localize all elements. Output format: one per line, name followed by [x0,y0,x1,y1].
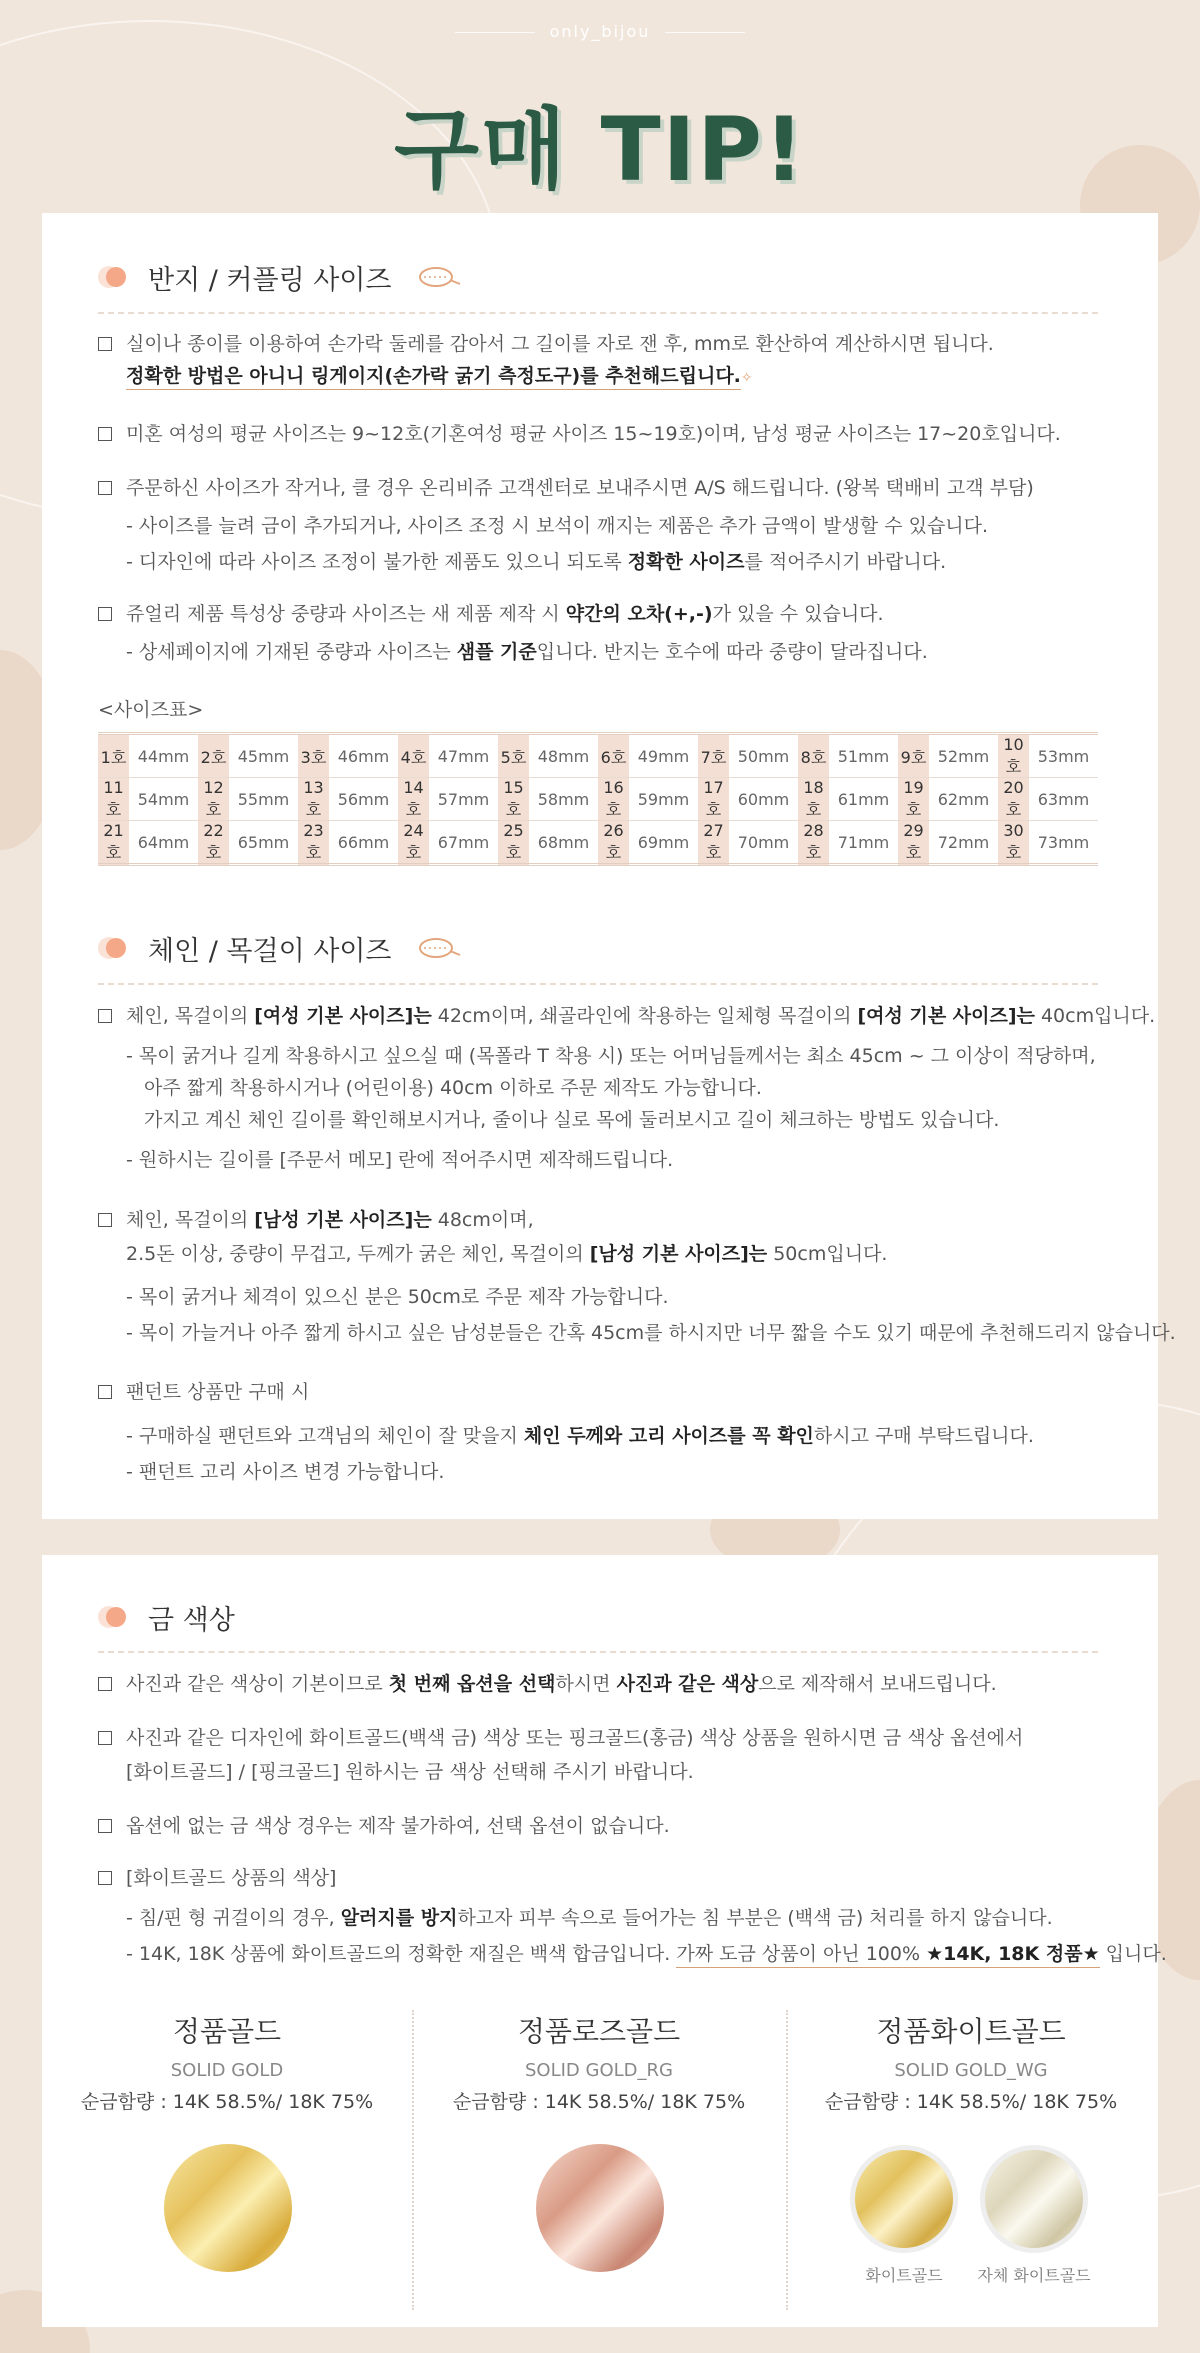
column-divider [786,2010,788,2310]
chain-tip-2-a: 체인, 목걸이의 [126,1209,255,1231]
gold-tip-3 [98,1813,670,1839]
measuring-tape-icon [416,266,462,288]
gold-purity: 순금함량 : 14K 58.5%/ 18K 75% [452,2091,746,2113]
chain-tip-1-bold-1: [여성 기본 사이즈]는 [254,1005,432,1027]
size-number: 15호 [498,778,529,821]
size-number: 8호 [798,734,829,778]
chain-tip-1-sub-3: 가지고 계신 체인 길이를 확인해보시거나, 줄이나 실로 목에 둘러보시고 길이 체크하는 방법도 있습니다. [144,1109,1000,1131]
size-mm: 57mm [429,778,498,821]
chain-tip-2-c: 48cm이며, [431,1209,534,1231]
size-number: 25호 [498,821,529,865]
size-mm: 61mm [829,778,898,821]
gold-name: 정품로즈골드 [517,2015,681,2048]
gold-column-white [806,2010,1136,2114]
measuring-tape-icon [416,937,462,959]
ring-tip-2 [98,421,1061,447]
chain-section-header [98,928,462,968]
size-mm: 55mm [229,778,298,821]
checkbox-square-icon [98,1819,112,1833]
chain-tip-2-d: 2.5돈 이상, 중량이 무겁고, 두께가 굵은 체인, 목걸이의 [126,1243,590,1265]
size-mm: 65mm [229,821,298,865]
chain-tip-2-sub-2: - 목이 가늘거나 아주 짧게 하시고 싶은 남성분들은 간혹 45cm를 하시지만 너무 짧을 수도 있기 때문에 추천해드리지 않습니다. [126,1322,1176,1344]
gold-tip-4-sub-2-bold: ★14K, 18K 정품★ [926,1943,1100,1965]
chain-tip-1-a: 체인, 목걸이의 [126,1005,255,1027]
size-guide-card [42,213,1176,1519]
self-white-gold-caption: 자체 화이트골드 [977,2266,1091,2285]
chain-tip-2 [98,1207,534,1233]
size-number: 28호 [798,821,829,865]
chain-tip-1-sub-2: 아주 짧게 착용하시거나 (어린이용) 40cm 이하로 주문 제작도 가능합니다. [144,1077,762,1099]
gold-tip-4-sub-1 [126,1905,1053,1931]
yellow-gold-swatch [164,2144,292,2272]
size-number: 10호 [998,734,1029,778]
ring-tip-1-highlight [126,363,753,391]
ring-tip-4-a: 쥬얼리 제품 특성상 중량과 사이즈는 새 제품 제작 시 [126,603,566,625]
ring-tip-4-sub-a: - 상세페이지에 기재된 중량과 사이즈는 [126,641,457,663]
brand-text: only_bijou [0,22,1200,41]
ring-tip-1-emphasis: 정확한 방법은 아니니 링게이지(손가락 굵기 측정도구)를 추천해드립니다. [126,365,741,390]
ring-tip-3-sub-2-c: 를 적어주시기 바랍니다. [744,551,947,573]
size-mm: 70mm [729,821,798,865]
chain-tip-3 [98,1379,309,1405]
gold-column-rose [434,2010,764,2114]
self-white-gold-swatch [980,2145,1088,2253]
gold-tip-4-sub-2-b: 가짜 도금 상품이 아닌 100% [676,1943,927,1965]
chain-tip-1-sub-4: - 원하시는 길이를 [주문서 메모] 란에 적어주시면 제작해드립니다. [126,1149,674,1171]
sparkle-icon: ✧ [740,370,753,386]
gold-color-card [42,1555,1167,2327]
ring-tip-4-sub-c: 입니다. 반지는 호수에 따라 중량이 달라집니다. [536,641,928,663]
gold-name: 정품화이트골드 [876,2015,1066,2048]
gold-tip-4-sub-1-a: - 침/핀 형 귀걸이의 경우, [126,1907,341,1929]
size-mm: 67mm [429,821,498,865]
size-number: 29호 [898,821,929,865]
size-mm: 47mm [429,734,498,778]
bullet-dot-icon [98,266,138,288]
size-mm: 44mm [129,734,198,778]
ring-tip-3 [98,475,1034,501]
size-number: 2호 [198,734,229,778]
checkbox-square-icon [98,1871,112,1885]
gold-tip-4-sub-1-c: 하고자 피부 속으로 들어가는 침 부분은 (백색 금) 처리를 하지 않습니다. [457,1907,1053,1929]
size-table-row [98,821,1098,865]
chain-tip-1-bold-2: [여성 기본 사이즈]는 [857,1005,1035,1027]
chain-section-title: 체인 / 목걸이 사이즈 [148,935,392,967]
gold-tip-4-sub-2-underline [676,1943,1099,1968]
gold-tip-4-text: [화이트골드 상품의 색상] [126,1867,337,1889]
checkbox-square-icon [98,1009,112,1023]
size-number: 6호 [598,734,629,778]
size-mm: 50mm [729,734,798,778]
ring-section-title: 반지 / 커플링 사이즈 [148,264,392,296]
size-number: 11호 [98,778,129,821]
gold-tip-3-text: 옵션에 없는 금 색상 경우는 제작 불가하여, 선택 옵션이 없습니다. [126,1815,670,1837]
chain-tip-3-sub-1 [126,1423,1034,1449]
ring-section-header [98,257,462,297]
size-number: 7호 [698,734,729,778]
ring-tip-4-sub-bold: 샘플 기준 [456,641,537,663]
section-divider [98,983,1098,985]
checkbox-square-icon [98,1385,112,1399]
ring-tip-3-sub-1: - 사이즈를 늘려 금이 추가되거나, 사이즈 조정 시 보석이 깨지는 제품은 추가 금액이 발생할 수 있습니다. [126,515,989,537]
size-mm: 59mm [629,778,698,821]
size-mm: 46mm [329,734,398,778]
ring-tip-4-c: 가 있을 수 있습니다. [712,603,884,625]
ring-tip-4-sub [126,639,928,665]
size-number: 30호 [998,821,1029,865]
size-mm: 66mm [329,821,398,865]
chain-tip-2-bold-2: [남성 기본 사이즈]는 [589,1243,768,1265]
chain-tip-2-bold-1: [남성 기본 사이즈]는 [254,1209,432,1231]
checkbox-square-icon [98,481,112,495]
size-mm: 49mm [629,734,698,778]
chain-tip-2-f: 50cm입니다. [767,1243,888,1265]
gold-tip-1-c: 하시면 [555,1673,617,1695]
gold-tip-4-sub-2-d: 입니다. [1099,1943,1167,1965]
gold-tip-4-sub-2 [126,1941,1167,1967]
checkbox-square-icon [98,1731,112,1745]
size-number: 4호 [398,734,429,778]
size-table-row [98,778,1098,821]
size-number: 17호 [698,778,729,821]
chain-tip-3-sub-1-bold: 체인 두께와 고리 사이즈를 꼭 확인 [523,1425,814,1447]
gold-en-name: SOLID GOLD_WG [894,2060,1048,2081]
bullet-dot-icon [98,1606,138,1628]
gold-tip-2 [98,1725,1023,1751]
ring-tip-3-text: 주문하신 사이즈가 작거나, 클 경우 온리비쥬 고객센터로 보내주시면 A/S 해드립니다. (왕복 택배비 고객 부담) [126,477,1034,499]
checkbox-square-icon [98,1677,112,1691]
checkbox-square-icon [98,337,112,351]
column-divider [412,2010,414,2310]
ring-tip-2-text: 미혼 여성의 평균 사이즈는 9~12호(기혼여성 평균 사이즈 15~19호)이며, 남성 평균 사이즈는 17~20호입니다. [126,423,1061,445]
size-number: 16호 [598,778,629,821]
size-mm: 53mm [1029,734,1098,778]
gold-tip-1-a: 사진과 같은 색상이 기본이므로 [126,1673,389,1695]
checkbox-square-icon [98,427,112,441]
size-number: 22호 [198,821,229,865]
size-mm: 63mm [1029,778,1098,821]
size-number: 5호 [498,734,529,778]
gold-en-name: SOLID GOLD [170,2060,284,2081]
size-number: 13호 [298,778,329,821]
gold-section-header [98,1597,235,1637]
ring-tip-4-bold: 약간의 오차(+,-) [565,603,713,625]
gold-tip-1-e: 으로 제작해서 보내드립니다. [758,1673,997,1695]
size-number: 19호 [898,778,929,821]
gold-tip-2-a: 사진과 같은 디자인에 화이트골드(백색 금) 색상 또는 핑크골드(홍금) 색상 상품을 원하시면 금 색상 옵션에서 [126,1727,1024,1749]
gold-purity: 순금함량 : 14K 58.5%/ 18K 75% [824,2091,1118,2113]
gold-name: 정품골드 [172,2015,282,2048]
size-number: 3호 [298,734,329,778]
size-number: 27호 [698,821,729,865]
chain-tip-3-sub-1-a: - 구매하실 팬던트와 고객님의 체인이 잘 맞을지 [126,1425,524,1447]
size-mm: 54mm [129,778,198,821]
size-table-label: <사이즈표> [98,699,204,721]
ring-tip-1 [98,331,994,357]
ring-tip-4 [98,601,884,627]
chain-tip-2-sub-1: - 목이 굵거나 체격이 있으신 분은 50cm로 주문 제작 가능합니다. [126,1286,669,1308]
ring-tip-3-sub-2-a: - 디자인에 따라 사이즈 조정이 불가한 제품도 있으니 되도록 [126,551,628,573]
chain-tip-1-sub-1: - 목이 굵거나 길게 착용하시고 싶으실 때 (목폴라 T 착용 시) 또는 어머님들께서는 최소 45cm ~ 그 이상이 적당하며, [126,1045,1096,1067]
gold-purity: 순금함량 : 14K 58.5%/ 18K 75% [80,2091,374,2113]
size-mm: 45mm [229,734,298,778]
ring-tip-3-sub-2 [126,549,946,575]
size-mm: 62mm [929,778,998,821]
size-mm: 71mm [829,821,898,865]
size-mm: 52mm [929,734,998,778]
gold-en-name: SOLID GOLD_RG [525,2060,673,2081]
gold-tip-1-bold-2: 사진과 같은 색상 [616,1673,759,1695]
gold-tip-1 [98,1671,997,1697]
size-mm: 68mm [529,821,598,865]
bullet-dot-icon [98,937,138,959]
size-number: 12호 [198,778,229,821]
size-mm: 48mm [529,734,598,778]
section-divider [98,1651,1098,1653]
size-number: 20호 [998,778,1029,821]
size-mm: 64mm [129,821,198,865]
size-mm: 60mm [729,778,798,821]
size-number: 1호 [98,734,129,778]
white-gold-caption: 화이트골드 [865,2266,943,2285]
gold-column-yellow [62,2010,392,2114]
checkbox-square-icon [98,607,112,621]
white-gold-swatch [850,2145,958,2253]
size-number: 24호 [398,821,429,865]
ring-size-table [98,732,1098,866]
ring-tip-1-text: 실이나 종이를 이용하여 손가락 둘레를 감아서 그 길이를 자로 잰 후, mm로 환산하여 계산하시면 됩니다. [126,333,994,355]
checkbox-square-icon [98,1213,112,1227]
gold-tip-4-sub-1-bold: 알러지를 방지 [340,1907,458,1929]
size-mm: 73mm [1029,821,1098,865]
chain-tip-3-sub-2: - 팬던트 고리 사이즈 변경 가능합니다. [126,1461,445,1483]
chain-tip-1-e: 40cm입니다. [1034,1005,1156,1027]
gold-tip-2-line-2: [화이트골드] / [핑크골드] 원하시는 금 색상 선택해 주시기 바랍니다. [126,1761,694,1783]
chain-tip-2-line-2 [126,1241,887,1267]
size-mm: 58mm [529,778,598,821]
chain-tip-3-sub-1-c: 하시고 구매 부탁드립니다. [813,1425,1034,1447]
gold-tip-4-sub-2-a: - 14K, 18K 상품에 화이트골드의 정확한 재질은 백색 합금입니다. [126,1943,677,1965]
size-table-row [98,734,1098,778]
ring-tip-3-sub-2-bold: 정확한 사이즈 [627,551,745,573]
size-mm: 69mm [629,821,698,865]
size-mm: 51mm [829,734,898,778]
gold-tip-4 [98,1865,336,1891]
size-number: 14호 [398,778,429,821]
size-number: 9호 [898,734,929,778]
gold-section-title: 금 색상 [148,1604,235,1636]
chain-tip-1 [98,1003,1155,1029]
rose-gold-swatch [536,2144,664,2272]
size-mm: 56mm [329,778,398,821]
size-number: 26호 [598,821,629,865]
gold-tip-1-bold-1: 첫 번째 옵션을 선택 [388,1673,556,1695]
chain-tip-3-text: 팬던트 상품만 구매 시 [126,1381,310,1403]
chain-tip-1-c: 42cm이며, 쇄골라인에 착용하는 일체형 목걸이의 [431,1005,858,1027]
section-divider [98,312,1098,314]
page-title: 구매 TIP! [393,98,807,201]
size-mm: 72mm [929,821,998,865]
size-number: 21호 [98,821,129,865]
size-number: 23호 [298,821,329,865]
size-number: 18호 [798,778,829,821]
